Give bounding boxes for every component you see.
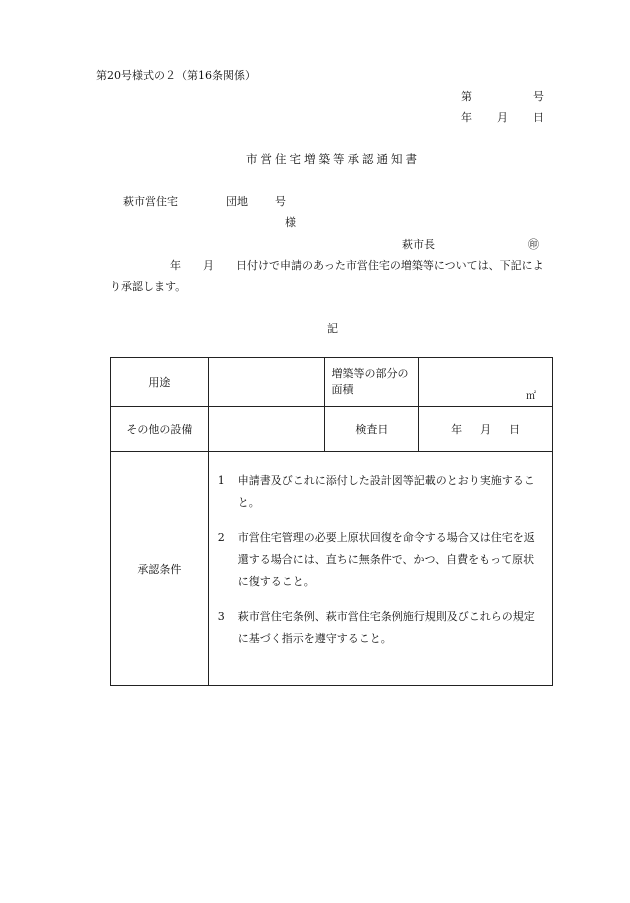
- body-line-1: 日付けで申請のあった市営住宅の増築等については、下記によ: [236, 259, 544, 272]
- issue-date-day: 日: [533, 111, 544, 124]
- recipient-go: 号: [275, 195, 286, 208]
- inspection-year: 年: [451, 423, 463, 436]
- inspection-date: [419, 407, 553, 452]
- condition-text: 萩市営住宅条例、萩市営住宅条例施行規則及びこれらの規定に基づく指示を遵守すること。: [237, 610, 535, 645]
- purpose-value: [208, 358, 325, 407]
- body-line-2: り承認します。: [110, 280, 187, 293]
- inspection-month: 月: [480, 423, 492, 436]
- other-equipment-label: その他の設備: [111, 407, 209, 452]
- condition-item: [218, 470, 544, 514]
- body-month: 月: [203, 259, 214, 272]
- document-title: 市営住宅増築等承認通知書: [246, 152, 420, 166]
- doc-number-dai: 第: [461, 90, 472, 103]
- row-other-equipment: [111, 407, 553, 452]
- condition-text: 申請書及びこれに添付した設計図等記載のとおり実施すること。: [237, 474, 535, 509]
- doc-number-go: 号: [533, 90, 544, 103]
- body-year: 年: [170, 259, 181, 272]
- form-number: 第20号様式の２（第16条関係）: [96, 69, 256, 82]
- row-purpose: [111, 358, 553, 407]
- conditions-list: [208, 452, 552, 686]
- condition-text: 市営住宅管理の必要上原状回復を命令する場合又は住宅を返還する場合には、直ちに無条件で、かつ、自費をもって原状に復すること。: [237, 531, 535, 588]
- recipient-address-prefix: 萩市営住宅: [123, 195, 178, 208]
- recipient-honorific: 様: [285, 216, 296, 229]
- area-unit: ㎡: [526, 391, 536, 402]
- condition-item: [218, 527, 544, 593]
- area-value: [419, 358, 553, 407]
- condition-number: 2: [217, 531, 225, 544]
- issuer-name: 萩市長: [402, 238, 435, 251]
- issuer-seal: ㊞: [528, 238, 539, 251]
- other-equipment-value: [208, 407, 325, 452]
- issue-date-year: 年: [461, 111, 472, 124]
- area-label: 増築等の部分の面積: [325, 358, 419, 407]
- inspection-day: 日: [509, 423, 521, 436]
- purpose-label: 用途: [111, 358, 209, 407]
- inspection-label: 検査日: [325, 407, 419, 452]
- conditions-label: 承認条件: [111, 452, 209, 686]
- condition-number: 3: [217, 610, 225, 623]
- issue-date-month: 月: [497, 111, 508, 124]
- condition-number: 1: [217, 474, 225, 487]
- recipient-danchi: 団地: [226, 195, 248, 208]
- row-conditions: [111, 452, 553, 686]
- condition-item: [218, 606, 544, 650]
- approval-table: [110, 357, 553, 686]
- ki-heading: 記: [327, 322, 338, 335]
